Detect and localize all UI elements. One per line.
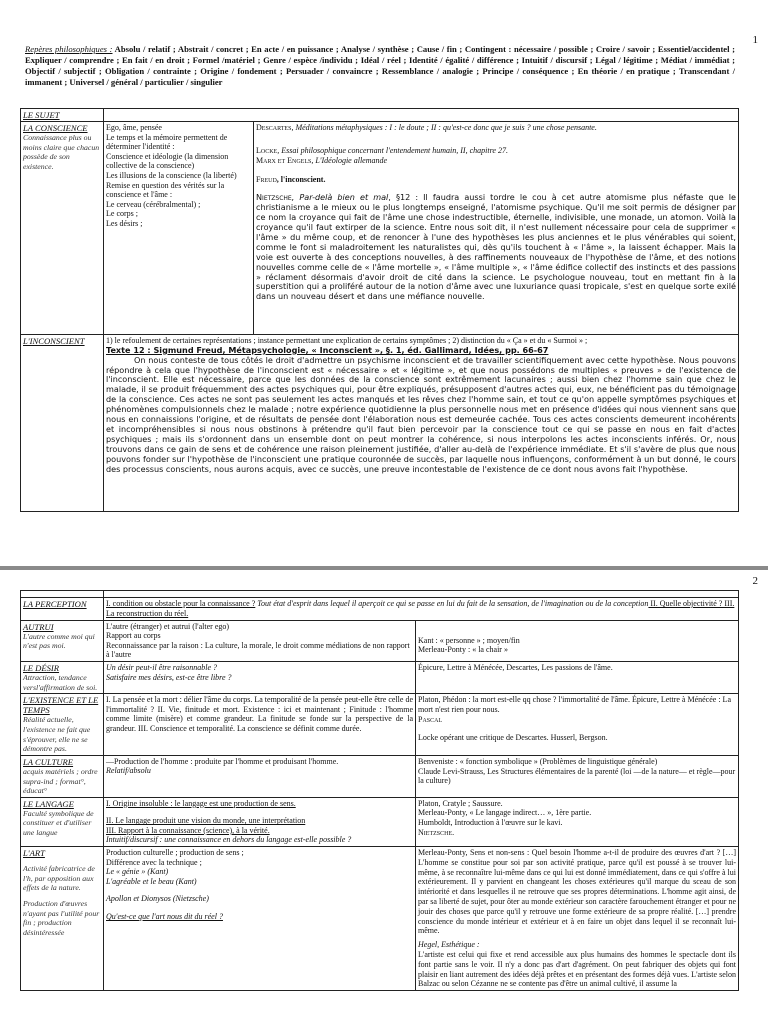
culture-topics: —Production de l'homme : produite par l'homme et produisant l'homme. Relatif/absolu (104, 755, 416, 797)
autrui-topics: L'autre (étranger) et autrui (l'alter ego) Rapport au corps Reconnaissance par la raison : La culture, la morale, le droit comme médiations de non rapport à l'autre (104, 620, 416, 661)
langage-heading-cell: LE LANGAGE Faculté symbolique de constituer et d'utiliser une langue (21, 797, 104, 846)
art-topics: Production culturelle ; production de sens ; Différence avec la technique ; Le « génie » (Kant) L'agréable et le beau (Kant) Apollon et Dionysos (Nietzsche) Qu'est-ce que l'art nous dit du réel ? (104, 847, 416, 991)
art-references: Merleau-Ponty, Sens et non-sens : Quel besoin l'homme a-t-il de produire des œuvres d'art ? […] L'homme se constitue pour soi par son activité pratique, parce qu'il est poussé à se trouver lui-même, à se reconnaître lui-même dans ce qui lui est donné immédiatement, dans ce qui s'offre à lui extérieurement. Il y parvient en changeant les choses extérieures qu'il marque du sceau de son intériorité et dans lesquelles il ne retrouve que ses propres déterminations. L'homme agit ainsi, de par sa liberté de sujet, pour ôter au monde extérieur son caractère farouchement étranger et pour ne jouir des choses que parce qu'il y retrouve une forme extérieure de sa propre réalité. […] prendre conscience du monde intérieur et extérieur et à en faire un objet dans lequel il se reconnaît lui-même. Hegel, Esthétique : L'artiste est celui qui fixe et rend accessible aux plus humains des hommes le spectacle dont ils font partie sans le voir. Il n'y a donc pas d'art d'agrément. On peut fabriquer des objets qui font plaisir en liant autrement des idées déjà prêtes et en présentant des formes déjà vues. L'artiste selon Balzac ou selon Cézanne ne se contente pas d'être un animal cultivé, il assume la (416, 847, 739, 991)
desir-heading-cell: LE DÉSIR Attraction, tendance versl'affirmation de soi. (21, 661, 104, 693)
conscience-title: LA CONSCIENCE (23, 123, 88, 134)
desir-references: Épicure, Lettre à Ménécée, Descartes, Les passions de l'âme. (416, 661, 739, 693)
freud-text-label: Texte 12 : Sigmund Freud, Métapsychologie, « Inconscient », §. 1, éd. Gallimard, Idées, pp. 66-67 (106, 344, 549, 355)
langage-topics: I. Origine insoluble : le langage est une production de sens. II. Le langage produit une vision du monde, une interprétation III. Rapport à la connaissance (science), à la vérité. Intuitif/discursif : une connaissance en dehors du langage est-elle possible ? (104, 797, 416, 846)
freud-excerpt: On nous conteste de tous côtés le droit d'admettre un psychisme inconscient et de travailler scientifiquement avec cette hypothèse. Nous pouvons répondre à cela que l'hypothèse de l'inconscient est « nécessaire » et « légitime », et que nous possédons de multiples « preuves » de l'existence de l'inconscient. Elle est nécessaire, parce que les données de la conscience sont extrêmement lacunaires ; aussi bien chez l'homme sain que chez le malade, il se produit fréquemment des actes psychiques qui, pour être expliqués, présupposent d'autres actes qui, eux, ne bénéficient pas du témoignage de la conscience. Ces actes ne sont pas seulement les actes manqués et les rêves chez l'homme sain, et tout ce qu'on appelle symptômes psychiques et phénomènes compulsionnels chez le malade ; notre expérience quotidienne la plus personnelle nous met en présence d'idées qui nous viennent sans que nous en connaissions l'origine, et de résultats de pensée dont l'élaboration nous est demeurée cachée. Tous ces actes conscients demeurent incohérents et incompréhensibles si nous nous obstinons à prétendre qu'il faut bien percevoir par la conscience tout ce qui se passe en nous en fait d'actes psychiques ; mais ils s'ordonnent dans un ensemble dont on peut montrer la cohérence, si nous interpolons les actes inconscients inférés. Or, nous trouvons dans ce gain de sens et de cohérence une raison pleinement justifiée, d'aller au-delà de l'expérience immédiate. Et s'il s'avère de plus que nous pouvons fonder sur l'hypothèse de l'inconscient une pratique couronnée de succès, par laquelle nous influençons, conformément à un but donné, le cours des processus conscients, nous aurons acquis, avec ce succès, une preuve incontestable de l'existence de ce dont nous avons fait l'hypothèse. (106, 354, 736, 474)
inconscient-title: L'INCONSCIENT (23, 336, 85, 347)
culture-heading-cell: LA CULTURE acquis matériels ; ordre supra-ind ; format°, éducat° (21, 755, 104, 797)
perception-title: LA PERCEPTION (21, 598, 104, 621)
autrui-references: Kant : « personne » ; moyen/fin Merleau-Ponty : « la chair » (416, 620, 739, 661)
topic-item: Ego, âme, pensée (106, 123, 162, 133)
existence-heading-cell: L'EXISTENCE ET LE TEMPS Réalité actuelle, l'existence ne fait que s'éprouver, elle ne se démontre pas. (21, 694, 104, 756)
sujet-title: LE SUJET (21, 109, 104, 122)
ref-descartes: Descartes, Méditations métaphysiques : I : le doute ; II : qu'est-ce donc que je suis ? une chose pensante. (256, 123, 597, 133)
topic-item: Conscience et idéologie (la dimension collective de la conscience) (106, 151, 229, 171)
conscience-heading-cell (21, 122, 104, 335)
ref-marx: Marx et Engels, L'Idéologie allemande (256, 155, 388, 165)
inconscient-intro: 1) le refoulement de certaines représentations ; instance permettant une explication de certains symptômes ; 2) distinction du « Ça » et du « Surmoi » ; (106, 336, 588, 346)
reperes-paragraph (25, 44, 735, 88)
desir-topics: Un désir peut-il être raisonnable ? Satisfaire mes désirs, est-ce être libre ? (104, 661, 416, 693)
page-number: 2 (752, 575, 758, 587)
inconscient-content (104, 335, 739, 512)
topic-item: Remise en question des vérités sur la conscience et l'âme : (106, 180, 225, 200)
nietzsche-excerpt: Nietzsche, Par-delà bien et mal, §12 : Il faudra aussi tordre le cou à cet autre atomisme plus néfaste que le christianisme a le mieux ou le plus longtemps enseigné, l'atomisme psychique. Qu'il me soit permis de désigner par ce nom la croyance qui fait de l'âme une chose indestructible, éternelle, indivisible, une monade, un atomon. Voilà la croyance qu'il faut extirper de la science. Entre nous soit dit, il n'est nullement nécessaire pour cela de supprimer « l'âme » du même coup, et de renoncer à l'une des hypothèses les plus anciennes et le plus vénérables qui soient, comme le font si maladroitement les naturalistes qui, dès qu'ils touchent à « l'âme », la laissent échapper. Mais la voie est ouverte à des conceptions nouvelles, à des raffinements nouveaux de l'hypothèse de l'âme, et des notions nouvelles comme celle de « l'âme mortelle », « l'âme multiple », « l'âme édifice collectif des instincts et des passions » réclament désormais d'avoir droit de cité dans la science. Le psychologue nouveau, tout en mettant fin à la superstition qui a proliféré autour de la notion d'âme avec une luxuriance quasi tropicale, s'est en quelque sorte exilé dans un nouveau désert et dans une méfiance nouvelle. (256, 192, 737, 302)
topic-item: Le temps et la mémoire permettent de déterminer l'identité : (106, 132, 228, 152)
ref-locke: Locke, Essai philosophique concernant l'entendement humain, II, chapitre 27. (256, 145, 508, 155)
existence-topics: I. La pensée et la mort : délier l'âme du corps. La temporalité de la pensée peut-elle être celle de l'immortalité ? II. Vie, finitude et mort. Existence : ici et maintenant ; Finitude : l'homme comme limite (misère) et comme grandeur. La finitude se fonde sur la perspective de la grandeur. III. Conscience et temporalité. La conscience se définit comme durée. (104, 694, 416, 756)
reperes-text: Absolu / relatif ; Abstrait / concret ; En acte / en puissance ; Analyse / synthèse ; Cause / fin ; Contingent : nécessaire / possible ; Croire / savoir ; Essentiel/accidentel ; Expliquer / comprendre ; En fait / en droit ; Formel /matériel ; Genre / espèce /individu ; Idéal / réel ; Identité / égalité / différence ; Intuitif / discursif ; Légal / légitime ; Médiat / immédiat ; Objectif / subjectif ; Obligation / contrainte ; Origine / fondement ; Persuader / convaincre ; Ressemblance / analogie ; Principe / conséquence ; En théorie / en pratique ; Transcendant / immanent ; Universel / général / particulier / singulier (25, 44, 735, 87)
art-heading-cell: L'ART Activité fabricatrice de l'h, par opposition aux effets de la nature. Production d'œuvres n'ayant pas l'utilité pour fin ; production désintéressée (21, 847, 104, 991)
sujet-table (20, 108, 739, 512)
langage-references: Platon, Cratyle ; Saussure. Merleau-Ponty, « Le langage indirect… », 1ère partie. Humboldt, Introduction à l'œuvre sur le kavi. Nietzsche. (416, 797, 739, 846)
page-number: 1 (752, 34, 758, 46)
culture-references: Benveniste : « fonction symbolique » (Problèmes de linguistique générale) Claude Levi-Strauss, Les Structures élémentaires de la parenté (loi —de la nature— et règle—pour la culture) (416, 755, 739, 797)
autrui-heading-cell: AUTRUI L'autre comme moi qui n'est pas moi. (21, 620, 104, 661)
document-page-2 (0, 570, 768, 1024)
conscience-topics (104, 122, 254, 335)
existence-references: Platon, Phédon : la mort est-elle qq chose ? l'immortalité de l'âme. Épicure, Lettre à Ménécée : La mort n'est rien pour nous. Pascal Locke opérant une critique de Descartes. Husserl, Bergson. (416, 694, 739, 756)
topic-item: Les illusions de la conscience (la liberté) (106, 171, 237, 181)
conscience-desc: Connaissance plus ou moins claire que chacun possède de son existence. (23, 133, 100, 171)
notions-table (20, 590, 739, 991)
topic-item: Les désirs ; (106, 219, 143, 229)
ref-freud: Freud, l'inconscient. (256, 175, 326, 185)
topic-item: Le cerveau (cérébralmental) ; (106, 199, 201, 209)
conscience-references (254, 122, 739, 335)
topic-item: Le corps ; (106, 209, 138, 219)
inconscient-heading-cell (21, 335, 104, 512)
perception-content: I. condition ou obstacle pour la connaissance ? Tout état d'esprit dans lequel il aperçoit ce qui se passe en lui du fait de la sensation, de l'imagination ou de la conception II. Quelle objectivité ? III. La reconstruction du réel. (104, 598, 739, 621)
reperes-label: Repères philosophiques : (25, 44, 113, 54)
